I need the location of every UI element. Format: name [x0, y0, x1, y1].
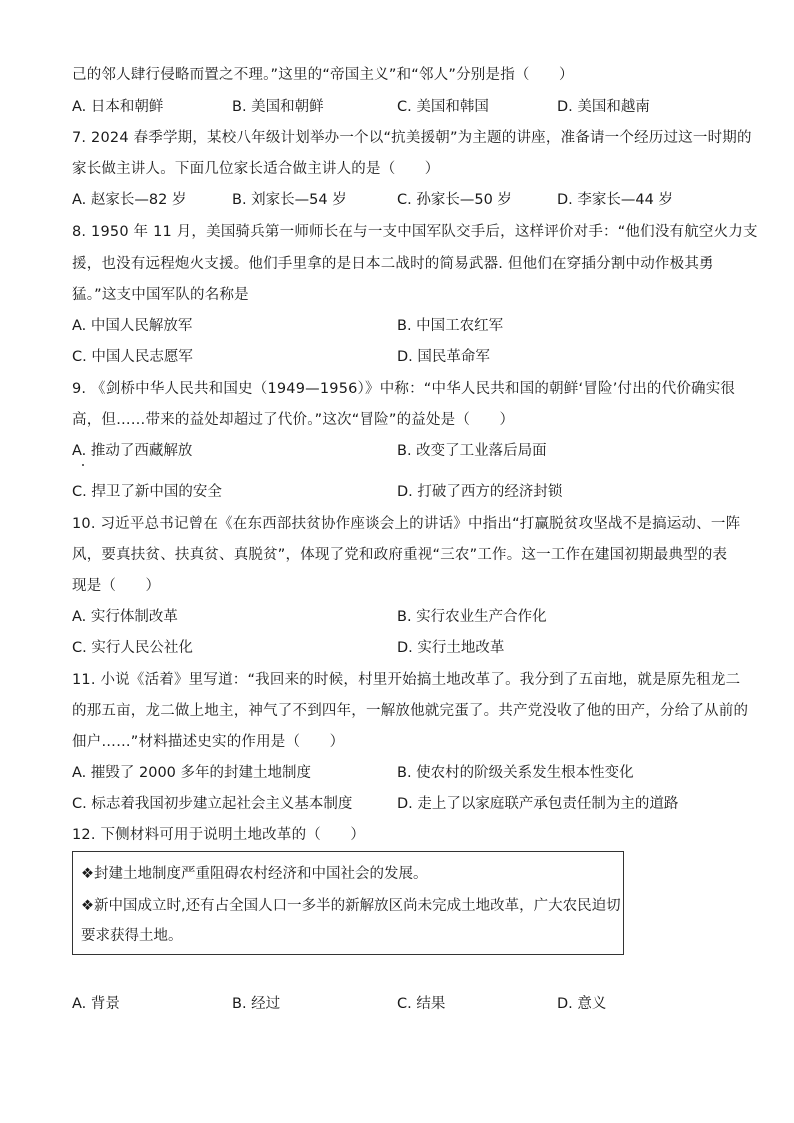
- q6-option-c[interactable]: C. 美国和韩国: [397, 99, 489, 115]
- q8-option-d[interactable]: D. 国民革命军: [397, 349, 490, 365]
- q10-option-c[interactable]: C. 实行人民公社化: [72, 640, 193, 656]
- q10-stem-line-2: 风，要真扶贫、扶真贫、真脱贫”，体现了党和政府重视“三农”工作。这一工作在建国初期最典型的表: [72, 547, 728, 563]
- q7-stem-line-1: 7. 2024 春季学期，某校八年级计划举办一个以“抗美援朝”为主题的讲座，准备请一个经历过这一时期的: [72, 130, 752, 146]
- q7-option-a[interactable]: A. 赵家长—82 岁: [72, 192, 187, 208]
- q12-stem: 12. 下侧材料可用于说明土地改革的（ ）: [72, 827, 366, 843]
- q7-option-b[interactable]: B. 刘家长—54 岁: [232, 192, 347, 208]
- q9-stem-line-2: 高，但……带来的益处却超过了代价。”这次“冒险”的益处是（ ）: [72, 412, 515, 428]
- q8-option-a[interactable]: A. 中国人民解放军: [72, 318, 193, 334]
- q6-option-b[interactable]: B. 美国和朝鲜: [232, 99, 324, 115]
- q11-option-d[interactable]: D. 走上了以家庭联产承包责任制为主的道路: [397, 796, 679, 812]
- q11-stem-line-3: 佃户……”材料描述史实的作用是（ ）: [72, 734, 345, 750]
- q12-material-box: [72, 851, 624, 955]
- q12-option-c[interactable]: C. 结果: [397, 996, 446, 1012]
- q10-option-a[interactable]: A. 实行体制改革: [72, 609, 178, 625]
- q11-option-b[interactable]: B. 使农村的阶级关系发生根本性变化: [397, 765, 634, 781]
- q6-stem: 己的邻人肆行侵略而置之不理。”这里的“帝国主义”和“邻人”分别是指（ ）: [72, 67, 574, 83]
- q8-stem-line-2: 援，也没有远程炮火支援。他们手里拿的是日本二战时的简易武器. 但他们在穿插分割中动作极其勇: [72, 256, 714, 272]
- q8-stem-line-1: 8. 1950 年 11 月，美国骑兵第一师师长在与一支中国军队交手后，这样评价对手：“他们没有航空火力支: [72, 224, 758, 240]
- q12-option-a[interactable]: A. 背景: [72, 996, 120, 1012]
- q10-stem-line-3: 现是（ ）: [72, 578, 161, 594]
- q11-option-a[interactable]: A. 摧毁了 2000 多年的封建土地制度: [72, 765, 312, 781]
- q9-option-b[interactable]: B. 改变了工业落后局面: [397, 443, 547, 459]
- q11-option-c[interactable]: C. 标志着我国初步建立起社会主义基本制度: [72, 796, 353, 812]
- q7-option-d[interactable]: D. 李家长—44 岁: [557, 192, 673, 208]
- q12-material-line-3: 要求获得土地。: [81, 928, 183, 944]
- q11-stem-line-1: 11. 小说《活着》里写道：“我回来的时候，村里开始搞土地改革了。我分到了五亩地，就是原先租龙二: [72, 672, 741, 688]
- q6-option-a[interactable]: A. 日本和朝鲜: [72, 99, 164, 115]
- q10-option-b[interactable]: B. 实行农业生产合作化: [397, 609, 547, 625]
- q9-stem-line-1: 9. 《剑桥中华人民共和国史（1949—1956）》中称：“中华人民共和国的朝鲜‘冒险’付出的代价确实很: [72, 381, 736, 397]
- q12-option-d[interactable]: D. 意义: [557, 996, 607, 1012]
- q9-option-d[interactable]: D. 打破了西方的经济封锁: [397, 484, 563, 500]
- q11-stem-line-2: 的那五亩，龙二做上地主，神气了不到四年，一解放他就完蛋了。共产党没收了他的田产，分给了从前的: [72, 703, 749, 719]
- q12-material-line-2: ❖新中国成立时,还有占全国人口一多半的新解放区尚未完成土地改革，广大农民迫切: [81, 898, 621, 914]
- q7-option-c[interactable]: C. 孙家长—50 岁: [397, 192, 512, 208]
- q12-option-b[interactable]: B. 经过: [232, 996, 281, 1012]
- q10-stem-line-1: 10. 习近平总书记曾在《在东西部扶贫协作座谈会上的讲话》中指出“打赢脱贫攻坚战不是搞运动、一阵: [72, 516, 741, 532]
- stray-dot: [82, 464, 84, 466]
- q9-option-c[interactable]: C. 捍卫了新中国的安全: [72, 484, 222, 500]
- q9-option-a[interactable]: A. 推动了西藏解放: [72, 443, 193, 459]
- q10-option-d[interactable]: D. 实行土地改革: [397, 640, 505, 656]
- q12-material-line-1: ❖封建土地制度严重阻碍农村经济和中国社会的发展。: [81, 866, 428, 882]
- q8-stem-line-3: 猛。”这支中国军队的名称是: [72, 287, 249, 303]
- q7-stem-line-2: 家长做主讲人。下面几位家长适合做主讲人的是（ ）: [72, 161, 440, 177]
- q8-option-b[interactable]: B. 中国工农红军: [397, 318, 504, 334]
- q8-option-c[interactable]: C. 中国人民志愿军: [72, 349, 193, 365]
- q6-option-d[interactable]: D. 美国和越南: [557, 99, 650, 115]
